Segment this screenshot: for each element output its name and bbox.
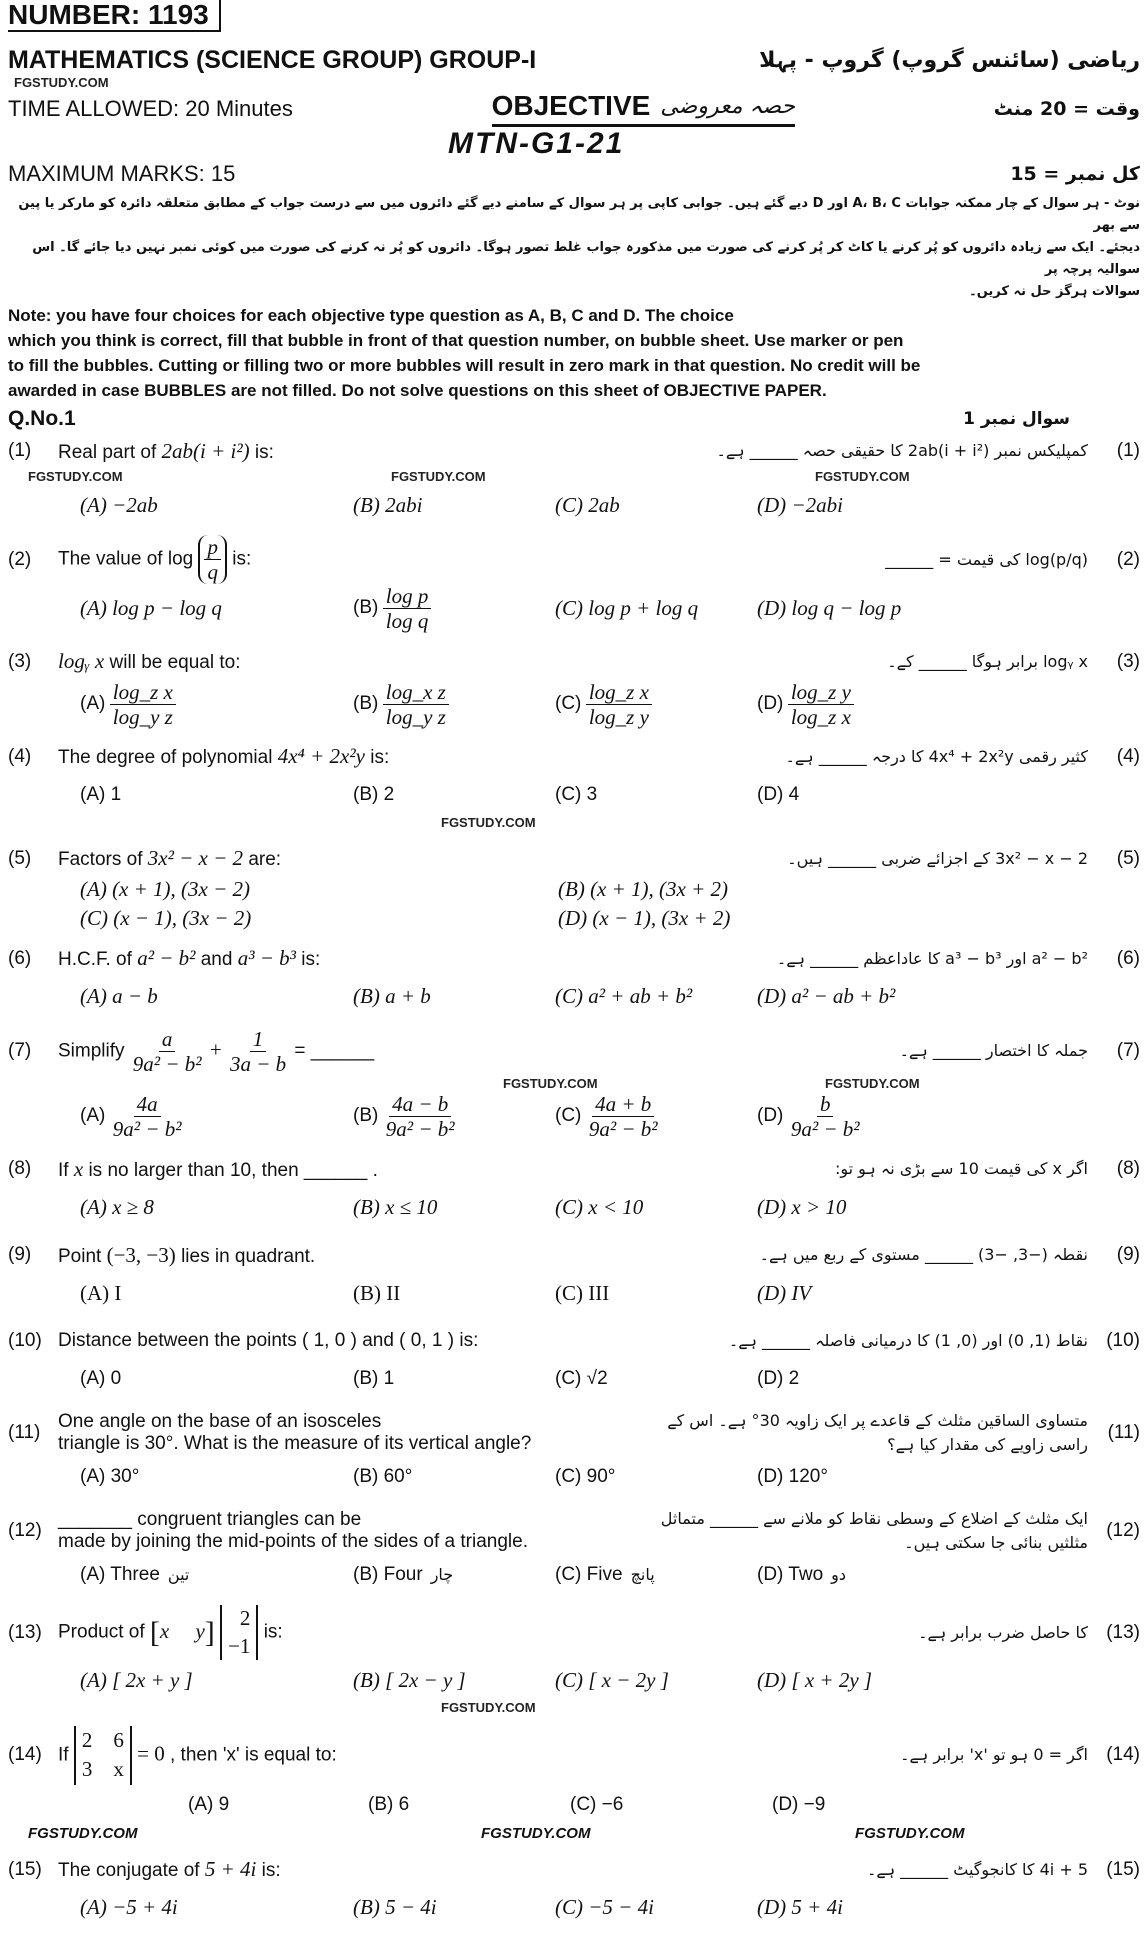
- q-urdu: کمپلیکس نمبر 2ab(i + i²) کا حقیقی حصہ ______ ہے۔: [716, 441, 1088, 460]
- note-english-4: awarded in case BUBBLES are not filled. Do not solve questions on this sheet of OBJECTIVE PAPER.: [8, 381, 827, 400]
- options: [80, 1660, 1140, 1700]
- q-expression-2: a³ − b³: [237, 946, 296, 971]
- option-b-group[interactable]: [353, 680, 555, 729]
- q-stem: Point: [58, 1245, 102, 1267]
- q-urdu: نقطہ (−3, −3) ______ مستوی کے ربع میں ہے۔: [759, 1245, 1088, 1265]
- option-d-group[interactable]: [757, 680, 1140, 729]
- option-c-fraction[interactable]: [586, 680, 652, 729]
- denominator: 9a² − b²: [112, 1117, 182, 1142]
- option-b[interactable]: (B) 2abi: [353, 492, 423, 517]
- q-stem-end: made by joining the mid-points of the sides of a triangle.: [58, 1531, 528, 1553]
- option-c-group[interactable]: [555, 1092, 757, 1141]
- options: [80, 1273, 1140, 1313]
- header: [8, 0, 1140, 187]
- q-number-urdu: (1): [1116, 440, 1140, 461]
- q-stem: Factors of: [58, 849, 143, 871]
- option-d[interactable]: (D) Two: [757, 1564, 824, 1586]
- q-stem: The conjugate of: [58, 1860, 200, 1882]
- q-urdu: کا حاصل ضرب برابر ہے۔: [918, 1622, 1088, 1642]
- objective-urdu: حصہ معروضی: [660, 93, 796, 119]
- option-c-fraction[interactable]: [586, 1092, 661, 1141]
- q-urdu: ایک مثلث کے اضلاع کے وسطی نقاط کو ملانے سے ______ متماثل مثلثیں بنائی جا سکتی ہیں۔: [660, 1509, 1088, 1553]
- watermark: FGSTUDY.COM: [441, 1700, 536, 1715]
- denominator: log_y z: [112, 704, 173, 729]
- option-b[interactable]: (B) a + b: [353, 984, 431, 1009]
- option-a[interactable]: (A) a − b: [80, 984, 158, 1009]
- matrix-entry: 2: [239, 1606, 251, 1631]
- options: [80, 1092, 1140, 1141]
- q-number-urdu: (8): [1116, 1158, 1140, 1180]
- question-3: [8, 644, 1140, 729]
- q-number-urdu: (14): [1106, 1744, 1140, 1766]
- option-b[interactable]: (B) 60°: [353, 1466, 413, 1488]
- q-stem-end: is:: [261, 1860, 281, 1882]
- q-expression: 2ab(i + i²): [161, 438, 250, 463]
- question-5: [8, 841, 1140, 931]
- marks-urdu: کل نمبر = 15: [1010, 163, 1140, 185]
- q-urdu: جملہ کا اختصار ______ ہے۔: [899, 1041, 1088, 1061]
- watermark: FGSTUDY.COM: [815, 469, 910, 484]
- q-stem-end: , then 'x' is equal to:: [170, 1744, 337, 1766]
- q-stem-group: [58, 1605, 618, 1660]
- q-urdu: اگر = 0 ہو تو 'x' برابر ہے۔: [900, 1745, 1088, 1765]
- option-a[interactable]: (A) 1: [80, 783, 122, 805]
- q-expression: 5 + 4i: [204, 1857, 257, 1882]
- options: [80, 877, 1140, 931]
- option-c[interactable]: (C) 90°: [555, 1466, 616, 1488]
- q-stem: If: [58, 1159, 69, 1181]
- options: [80, 680, 1140, 729]
- denominator: 9a² − b²: [588, 1117, 658, 1142]
- option-d[interactable]: (D) x > 10: [757, 1194, 847, 1219]
- option-d-fraction[interactable]: [788, 1092, 863, 1141]
- option-c[interactable]: (C) −5 − 4i: [555, 1895, 654, 1920]
- q-stem-end: are:: [248, 849, 282, 871]
- question-8: [8, 1151, 1140, 1227]
- q-number: (13): [8, 1621, 42, 1643]
- option-d[interactable]: (D) 5 + 4i: [757, 1895, 843, 1920]
- option-b[interactable]: (B): [353, 597, 379, 619]
- option-d-group[interactable]: [757, 1092, 1140, 1141]
- q-expression: 4x⁴ + 2x²y: [277, 744, 365, 769]
- q-number-urdu: (13): [1106, 1621, 1140, 1643]
- option-d[interactable]: (D): [757, 692, 784, 714]
- option-b[interactable]: (B): [353, 1105, 379, 1126]
- q-expression: x: [73, 1156, 84, 1181]
- q-stem: The value of log: [58, 548, 194, 570]
- q-stem-group: [58, 946, 618, 971]
- option-a-fraction[interactable]: [110, 1092, 185, 1141]
- denominator: 3a − b: [229, 1051, 287, 1076]
- bracket-left: [: [149, 1615, 160, 1649]
- denominator: 9a² − b²: [132, 1051, 202, 1076]
- question-6: [8, 941, 1140, 1017]
- q-expression: 3x² − x − 2: [147, 846, 244, 871]
- q-number-urdu: (11): [1107, 1422, 1140, 1444]
- note-english-2: which you think is correct, fill that bubble in front of that question number, on bubble sheet. Use marker or pen: [8, 331, 904, 350]
- q-stem: Product of: [58, 1621, 145, 1643]
- q-stem: Distance between the points: [58, 1330, 297, 1352]
- q-stem-end: is:: [459, 1330, 479, 1352]
- question-7: [8, 1027, 1140, 1142]
- q-point-1: ( 1, 0 ): [302, 1330, 357, 1352]
- paper-title: MATHEMATICS (SCIENCE GROUP) GROUP-I: [8, 46, 537, 74]
- question-9: [8, 1237, 1140, 1313]
- maximum-marks: MAXIMUM MARKS: 15: [8, 161, 236, 186]
- q-stem-end: triangle is 30°. What is the measure of its vertical angle?: [58, 1433, 532, 1455]
- option-d[interactable]: (D) log q − log p: [757, 596, 902, 621]
- watermark-row: [28, 1076, 1140, 1092]
- option-a[interactable]: (A) −2ab: [80, 492, 158, 517]
- watermark: FGSTUDY.COM: [28, 469, 123, 484]
- numerator: 4a − b: [389, 1092, 451, 1117]
- q-stem-group: [58, 649, 618, 674]
- q-urdu: 3x² − x − 2 کے اجزائے ضربی ______ ہیں۔: [787, 848, 1088, 868]
- option-b[interactable]: (B) 5 − 4i: [353, 1895, 437, 1920]
- q-stem-group: [58, 1157, 618, 1182]
- option-d[interactable]: (D) [ x + 2y ]: [757, 1667, 873, 1692]
- option-b-group[interactable]: [353, 584, 555, 633]
- numerator: 4a: [134, 1092, 161, 1117]
- denominator: log_z y: [588, 704, 649, 729]
- option-b[interactable]: (B) 2: [353, 783, 395, 805]
- q-number-urdu: (10): [1106, 1330, 1140, 1352]
- q-urdu: متساوی الساقین مثلث کے قاعدے پر ایک زاویہ 30° ہے۔ اس کے راسی زاویے کی مقدار کیا ہے؟: [667, 1411, 1088, 1455]
- q-stem-group: [58, 1509, 618, 1553]
- question-11: [8, 1409, 1140, 1497]
- note-urdu-1: نوٹ - ہر سوال کے چار ممکنہ جوابات A، B، C اور D دیے گئے ہیں۔ جوابی کاپی پر ہر سوال کے سامنے دیے گئے دائروں میں سے درست جواب کے مطابق متعلقہ دائرہ کو مارکر یا پین سے بھر: [18, 196, 1140, 233]
- numerator: 4a + b: [592, 1092, 654, 1117]
- question-2: [8, 535, 1140, 634]
- question-15: [8, 1852, 1140, 1928]
- numerator: b: [817, 1092, 834, 1117]
- option-b-urdu: چار: [430, 1565, 454, 1585]
- q-urdu: نقاط (1, 0) اور (0, 1) کا درمیانی فاصلہ ______ ہے۔: [728, 1331, 1088, 1351]
- q-point-2: ( 0, 1 ): [399, 1330, 455, 1352]
- option-c[interactable]: (C) III: [555, 1280, 610, 1305]
- options: [80, 584, 1140, 633]
- option-c[interactable]: (C) a² + ab + b²: [555, 984, 693, 1009]
- option-c-urdu: پانچ: [630, 1565, 655, 1585]
- option-a[interactable]: (A) x ≥ 8: [80, 1194, 154, 1219]
- q-number: (12): [8, 1520, 42, 1542]
- q-stem-end: is:: [254, 441, 274, 463]
- option-a-group[interactable]: [80, 1092, 353, 1141]
- options: [80, 977, 1140, 1017]
- q-stem-group: [58, 1027, 618, 1076]
- numerator: log p: [383, 584, 432, 609]
- q-stem-group: [58, 1411, 618, 1455]
- q-number-urdu: (12): [1106, 1520, 1140, 1542]
- q-number: (6): [8, 947, 32, 969]
- time-urdu: وقت = 20 منٹ: [993, 97, 1140, 120]
- question-number-heading: Q.No.1: [8, 407, 76, 430]
- options: [80, 1359, 1140, 1399]
- options: [80, 1457, 1140, 1497]
- option-b-group[interactable]: [353, 1564, 555, 1586]
- q-urdu: کثیر رقمی 4x⁴ + 2x²y کا درجہ ______ ہے۔: [785, 746, 1088, 766]
- question-13: [8, 1605, 1140, 1716]
- question-14: [8, 1726, 1140, 1842]
- q-stem-end: is:: [232, 548, 252, 570]
- row-matrix: [149, 1615, 215, 1649]
- matrix-row: x y: [159, 1618, 205, 1643]
- watermark-row: [28, 1700, 1140, 1716]
- q-fraction: [198, 535, 227, 584]
- options: [80, 1555, 1140, 1595]
- option-d[interactable]: (D) −9: [772, 1793, 826, 1815]
- option-a-urdu: تین: [167, 1565, 190, 1585]
- q-number: (11): [8, 1422, 41, 1444]
- option-b[interactable]: (B): [353, 692, 379, 714]
- option-c-group[interactable]: [555, 1564, 757, 1586]
- q-stem-end: = ______: [294, 1040, 375, 1062]
- q-stem: One angle on the base of an isosceles: [58, 1411, 382, 1433]
- question-10: [8, 1323, 1140, 1399]
- denominator: log_z x: [790, 704, 851, 729]
- option-c[interactable]: (C) −6: [570, 1793, 624, 1815]
- q-fraction-2: [227, 1027, 289, 1076]
- q-number-urdu: (5): [1116, 847, 1140, 869]
- time-allowed: TIME ALLOWED: 20 Minutes: [8, 95, 293, 121]
- option-a[interactable]: (A) I: [80, 1280, 122, 1305]
- denominator: 9a² − b²: [385, 1117, 455, 1142]
- option-d[interactable]: (D): [757, 1105, 784, 1126]
- q-number-urdu: (15): [1106, 1858, 1140, 1880]
- question-number-heading-urdu: سوال نمبر 1: [963, 409, 1070, 429]
- question-4: [8, 739, 1140, 831]
- q-number: (2): [8, 548, 32, 570]
- options: [80, 1187, 1140, 1227]
- option-c[interactable]: (C) log p + log q: [555, 596, 699, 621]
- numerator: log_x z: [383, 680, 449, 705]
- option-b[interactable]: (B) [ 2x − y ]: [353, 1667, 466, 1692]
- option-d[interactable]: (D) 2: [757, 1368, 800, 1390]
- q-fraction-1: [130, 1027, 205, 1076]
- q-number-urdu: (7): [1116, 1040, 1140, 1062]
- option-d[interactable]: (D) 120°: [757, 1466, 828, 1488]
- option-a-group[interactable]: [80, 680, 353, 729]
- q-stem: Real part of: [58, 441, 157, 463]
- option-c[interactable]: (C): [555, 692, 582, 714]
- paper-title-urdu: ریاضی (سائنس گروپ) گروپ - پہلا: [759, 48, 1140, 73]
- option-c[interactable]: (C): [555, 1105, 582, 1126]
- watermark-row: [28, 815, 1140, 831]
- note-urdu-3: سوالات ہرگز حل نہ کریں۔: [969, 284, 1140, 299]
- option-d-group[interactable]: [757, 1564, 1140, 1586]
- q-stem-end: lies in quadrant.: [181, 1245, 316, 1267]
- option-d-urdu: دو: [831, 1565, 847, 1585]
- q-urdu: a² − b² اور a³ − b³ کا عاداعظم ______ ہے۔: [776, 948, 1088, 968]
- numerator: 1: [250, 1027, 267, 1052]
- watermark: FGSTUDY.COM: [28, 1824, 138, 1842]
- q-stem: Simplify: [58, 1040, 125, 1062]
- q-expression: a² − b²: [137, 946, 196, 971]
- q-stem-group: [58, 1330, 618, 1352]
- q-stem-group: [58, 1726, 618, 1785]
- q-number-urdu: (3): [1116, 650, 1140, 672]
- plus-sign: +: [209, 1037, 222, 1062]
- option-a[interactable]: (A) log p − log q: [80, 596, 222, 621]
- determinant: [74, 1726, 132, 1785]
- det-row: 3 x: [81, 1757, 124, 1782]
- option-b[interactable]: (B) 1: [353, 1368, 395, 1390]
- q-number-urdu: (2): [1116, 548, 1140, 570]
- option-b-fraction[interactable]: [383, 584, 432, 633]
- note-english: [8, 303, 1140, 403]
- q-urdu: logᵧ x برابر ہوگا ______ کے۔: [887, 651, 1088, 671]
- option-a[interactable]: (A) Three: [80, 1564, 160, 1586]
- option-b[interactable]: (B) 6: [368, 1793, 410, 1815]
- option-c[interactable]: (C) 2ab: [555, 492, 620, 517]
- option-a-group[interactable]: [80, 1564, 353, 1586]
- numerator: log_z x: [110, 680, 176, 705]
- q-stem-group: [58, 439, 618, 464]
- q-stem-group: [58, 1857, 618, 1882]
- question-12: [8, 1507, 1140, 1595]
- q-number-urdu: (6): [1116, 947, 1140, 969]
- option-b[interactable]: (B) x ≤ 10: [353, 1194, 438, 1219]
- option-c[interactable]: (C) √2: [555, 1368, 608, 1390]
- q-number: (10): [8, 1330, 42, 1352]
- option-d[interactable]: (D) (x − 1), (3x + 2): [558, 905, 731, 930]
- note-urdu: [8, 193, 1140, 303]
- options: [80, 1888, 1140, 1928]
- matrix-entry: −1: [228, 1633, 251, 1658]
- q-expression: (−3, −3): [106, 1242, 176, 1267]
- q-stem-end: is no larger than 10, then ______ .: [88, 1159, 378, 1181]
- q-and: and: [362, 1330, 394, 1352]
- option-b[interactable]: (B) II: [353, 1280, 401, 1305]
- q-and: and: [200, 949, 233, 971]
- watermark: FGSTUDY.COM: [825, 1076, 920, 1092]
- options: [188, 1785, 1140, 1825]
- option-d-fraction[interactable]: [788, 680, 854, 729]
- watermark-row: [28, 469, 1140, 485]
- note-english-3: to fill the bubbles. Cutting or filling two or more bubbles will result in zero mark in that question. No credit will be: [8, 356, 921, 375]
- options: [80, 485, 1140, 525]
- q-stem-group: [58, 1243, 618, 1268]
- option-a[interactable]: (A) 0: [80, 1368, 122, 1390]
- q-stem-group: [58, 846, 618, 871]
- equals-zero: = 0: [137, 1741, 165, 1766]
- q-number: (14): [8, 1744, 42, 1766]
- q-stem-group: [58, 744, 618, 769]
- q-number: (3): [8, 650, 32, 672]
- option-b-group[interactable]: [353, 1092, 555, 1141]
- denominator: 9a² − b²: [790, 1117, 860, 1142]
- option-b-fraction[interactable]: [383, 1092, 458, 1141]
- numerator: log_z y: [788, 680, 854, 705]
- option-a[interactable]: (A) (x + 1), (3x − 2): [80, 876, 251, 901]
- option-d[interactable]: (D) a² − ab + b²: [757, 984, 896, 1009]
- option-a[interactable]: (A) −5 + 4i: [80, 1895, 178, 1920]
- option-c-group[interactable]: [555, 680, 757, 729]
- option-d[interactable]: (D) −2abi: [757, 492, 843, 517]
- option-b-fraction[interactable]: [383, 680, 449, 729]
- watermark: FGSTUDY.COM: [14, 75, 109, 90]
- det-row: 2 6: [81, 1728, 124, 1752]
- note-urdu-2: دیجئے۔ ایک سے زیادہ دائروں کو پُر کرنے یا کاٹ کر پُر کرنے کی صورت میں مذکورہ جواب غلط تصور ہوگا۔ دائروں کو پُر نہ کرنے کی صورت میں کوئی نمبر نہیں دیا جائے گا۔ اس سوالیہ پرچہ پر: [32, 240, 1140, 277]
- q-number: (15): [8, 1858, 42, 1880]
- numerator: log_z x: [586, 680, 652, 705]
- option-a[interactable]: (A) 9: [188, 1793, 230, 1815]
- objective-heading: OBJECTIVE: [491, 90, 651, 121]
- q-urdu: 5 + 4i کا کانجوگیٹ ______ ہے۔: [866, 1859, 1088, 1879]
- q-number: (9): [8, 1244, 32, 1266]
- option-d[interactable]: (D) IV: [757, 1280, 812, 1305]
- option-b[interactable]: (B) (x + 1), (3x + 2): [558, 876, 729, 901]
- option-a[interactable]: (A) [ 2x + y ]: [80, 1667, 193, 1692]
- option-a[interactable]: (A): [80, 692, 106, 714]
- denominator: log_y z: [385, 704, 446, 729]
- q-number: (8): [8, 1158, 32, 1180]
- q-stem-end: is:: [263, 1621, 283, 1643]
- denominator: q: [207, 560, 218, 585]
- question-1: [8, 433, 1140, 525]
- watermark: FGSTUDY.COM: [441, 814, 536, 830]
- option-d[interactable]: (D) 4: [757, 783, 800, 805]
- q-expression: logᵧ x: [58, 649, 105, 674]
- watermark-row: [28, 1825, 1140, 1842]
- q-stem-end: is:: [301, 949, 321, 971]
- q-urdu: log(p/q) کی قیمت = ______: [885, 549, 1088, 569]
- q-stem: The degree of polynomial: [58, 747, 273, 769]
- q-stem: H.C.F. of: [58, 949, 132, 971]
- q-stem-end: will be equal to:: [109, 652, 241, 674]
- paper-number: NUMBER: 1193: [8, 0, 221, 32]
- option-a[interactable]: (A): [80, 1105, 106, 1126]
- numerator: p: [204, 535, 221, 560]
- numerator: a: [159, 1027, 176, 1052]
- q-number: (7): [8, 1040, 32, 1062]
- column-matrix: [220, 1605, 258, 1660]
- options: [80, 775, 1140, 815]
- q-number-urdu: (4): [1116, 745, 1140, 767]
- option-b[interactable]: (B) Four: [353, 1564, 423, 1586]
- option-c[interactable]: (C) x < 10: [555, 1194, 644, 1219]
- denominator: log q: [385, 609, 429, 634]
- q-number: (5): [8, 847, 32, 869]
- option-c[interactable]: (C) Five: [555, 1564, 623, 1586]
- q-stem: If: [58, 1744, 69, 1766]
- q-urdu: اگر x کی قیمت 10 سے بڑی نہ ہو تو:: [834, 1159, 1088, 1179]
- handwritten-code: MTN-G1-21: [448, 127, 625, 160]
- q-number: (1): [8, 440, 32, 461]
- option-c[interactable]: (C) (x − 1), (3x − 2): [80, 905, 252, 930]
- watermark: FGSTUDY.COM: [391, 469, 486, 484]
- q-stem-group: [58, 535, 618, 584]
- objective-heading-group: [492, 90, 795, 127]
- q-number-urdu: (9): [1116, 1244, 1140, 1266]
- q-stem: _______ congruent triangles can be: [58, 1509, 362, 1531]
- option-c[interactable]: (C) [ x − 2y ]: [555, 1667, 669, 1692]
- bracket-right: ]: [204, 1615, 215, 1649]
- q-stem-end: is:: [370, 747, 390, 769]
- watermark: FGSTUDY.COM: [481, 1824, 591, 1842]
- option-a-fraction[interactable]: [110, 680, 176, 729]
- option-c[interactable]: (C) 3: [555, 783, 598, 805]
- option-a[interactable]: (A) 30°: [80, 1466, 140, 1488]
- watermark: FGSTUDY.COM: [855, 1824, 965, 1842]
- watermark: FGSTUDY.COM: [503, 1076, 598, 1092]
- note-english-1: Note: you have four choices for each objective type question as A, B, C and D. The choice: [8, 306, 734, 325]
- q-number: (4): [8, 745, 32, 767]
